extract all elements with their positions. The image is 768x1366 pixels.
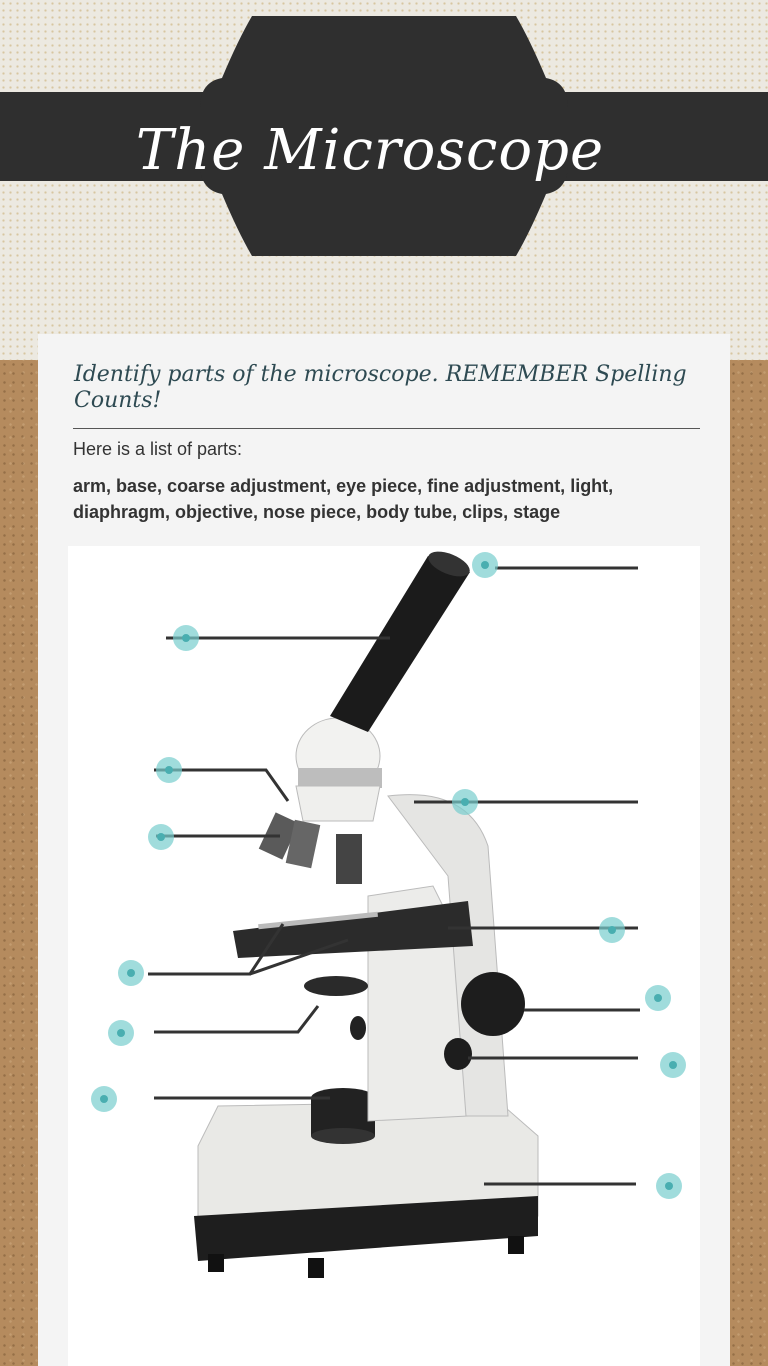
microscope-diagram [68, 546, 700, 1366]
label-hotspot-2[interactable] [173, 625, 199, 651]
microscope-illustration [68, 546, 700, 1366]
label-hotspot-1[interactable] [472, 552, 498, 578]
content-card [38, 334, 730, 1366]
label-hotspot-6[interactable] [599, 917, 625, 943]
label-hotspot-12[interactable] [656, 1173, 682, 1199]
label-hotspot-7[interactable] [118, 960, 144, 986]
parts-intro-text: Here is a list of parts: [73, 439, 243, 459]
instructions-heading: Identify parts of the microscope. REMEMBER Spelling Counts! [74, 362, 687, 413]
divider [73, 428, 700, 429]
label-hotspot-5[interactable] [452, 789, 478, 815]
label-hotspot-8[interactable] [645, 985, 671, 1011]
label-hotspot-9[interactable] [108, 1020, 134, 1046]
label-hotspot-10[interactable] [660, 1052, 686, 1078]
label-hotspot-4[interactable] [148, 824, 174, 850]
parts-list: arm, base, coarse adjustment, eye piece, fine adjustment, light, diaphragm, objective, nose piece, body tube, clips, stage [73, 476, 614, 522]
page-title: The Microscope [135, 118, 605, 183]
label-hotspot-3[interactable] [156, 757, 182, 783]
label-hotspot-11[interactable] [91, 1086, 117, 1112]
